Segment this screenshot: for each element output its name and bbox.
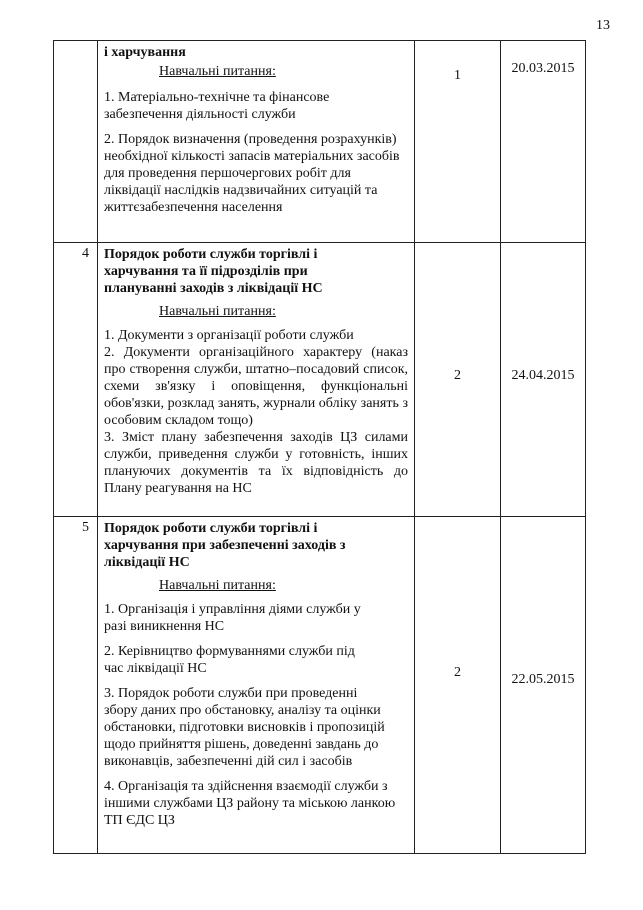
row-number: 5 [54,517,98,854]
topic-item: 3. Зміст плану забезпечення заходів ЦЗ силами служби, приведення служби у готовність, інших плануючих документів та їх відповідність до Плану реагування на НС [104,430,408,496]
topic-title: Порядок роботи служби торгівлі і харчування та її підрозділів при плануванні заходів з ліквідації НС [104,247,323,296]
topic-title: і харчування [104,45,186,60]
topic-subtitle: Навчальні питання: [159,578,276,593]
topic-item: 2. Документи організаційного характеру (наказ про створення служби, штатно–посадовий список, схеми зв'язку і оповіщення, функціональні обов'язки, розклад занять, журнали обліку занять з особовим складом тощо) [104,345,408,428]
page-number: 13 [596,18,610,33]
topic-title: Порядок роботи служби торгівлі і харчування при забезпеченні заходів з ліквідації НС [104,521,346,570]
topic-cell [98,517,415,854]
date-cell: 24.04.2015 [501,243,586,517]
date-cell: 20.03.2015 [501,41,586,243]
topic-item: 2. Порядок визначення (проведення розрахунків) необхідної кількості запасів матеріальних засобів для проведення першочергових робіт для ліквідації наслідків надзвичайних ситуацій та життєзабезпечення населення [104,132,400,215]
topic-cell [98,243,415,517]
training-schedule-table [53,40,586,854]
topic-cell [98,41,415,243]
table-row [54,517,586,854]
topic-item: 3. Порядок роботи служби при проведенні збору даних про обстановку, аналізу та оцінки обстановки, підготовки висновків і пропозицій щодо прийняття рішень, доведенні завдань до виконавців, забезпеченні дій сил і засобів [104,686,385,769]
topic-item: 1. Документи з організації роботи служби [104,328,354,343]
date-cell: 22.05.2015 [501,517,586,854]
hours-cell: 2 [415,517,501,854]
hours-cell: 1 [415,41,501,243]
table-row [54,41,586,243]
table-row [54,243,586,517]
topic-item: 1. Організація і управління діями служби у разі виникнення НС [104,602,361,634]
topic-subtitle: Навчальні питання: [159,304,276,319]
topic-subtitle: Навчальні питання: [159,64,276,79]
row-number: 4 [54,243,98,517]
row-number [54,41,98,243]
hours-cell: 2 [415,243,501,517]
topic-item: 1. Матеріально-технічне та фінансове забезпечення діяльності служби [104,90,330,122]
topic-item: 2. Керівництво формуваннями служби під час ліквідації НС [104,644,355,676]
topic-item: 4. Організація та здійснення взаємодії служби з іншими службами ЦЗ району та міською ланкою ТП ЄДС ЦЗ [104,779,396,828]
